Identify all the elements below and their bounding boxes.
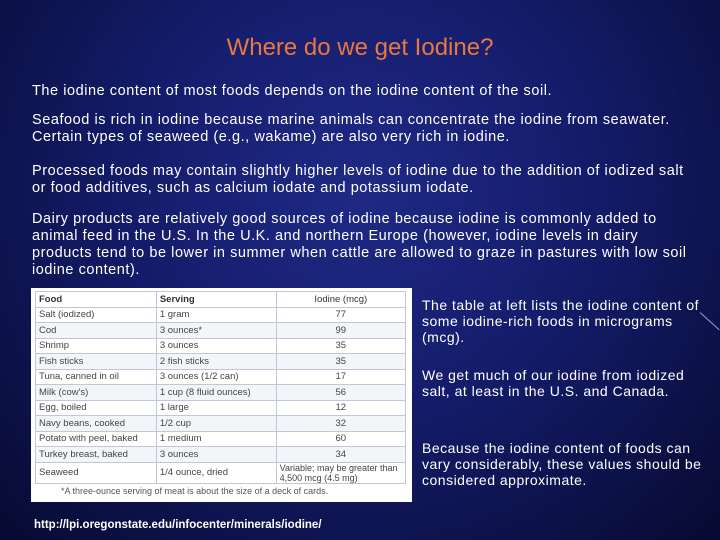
cell-serving: 1 cup (8 fluid ounces) <box>156 385 276 401</box>
paragraph-processed-foods: Processed foods may contain slightly higher levels of iodine due to the addition of iodized salt or food additives, such as calcium iodate and potassium iodate. <box>32 163 684 196</box>
cell-serving: 1/4 ounce, dried <box>156 462 276 483</box>
cell-iodine: Variable; may be greater than 4,500 mcg (4.5 mg) <box>276 462 405 483</box>
cell-iodine: 35 <box>276 354 405 370</box>
table-row <box>36 400 406 416</box>
side-note-table: The table at left lists the iodine content of some iodine-rich foods in micrograms (mcg). <box>422 297 699 345</box>
table-row <box>36 385 406 401</box>
paragraph-dairy: Dairy products are relatively good sources of iodine because iodine is commonly added to animal feed in the U.S. In the U.K. and northern Europe (however, iodine levels in dairy products tend to be lower in summer when cattle are allowed to graze in pastures with low soil iodine content). <box>32 211 687 278</box>
cell-iodine: 12 <box>276 400 405 416</box>
cell-serving: 3 ounces <box>156 338 276 354</box>
table-header-row <box>36 292 406 308</box>
paragraph-seafood: Seafood is rich in iodine because marine animals can concentrate the iodine from seawater. Certain types of seaweed (e.g., wakame) are also very rich in iodine. <box>32 112 670 145</box>
cell-serving: 3 ounces <box>156 447 276 463</box>
source-link[interactable]: http://lpi.oregonstate.edu/infocenter/minerals/iodine/ <box>34 519 322 531</box>
cell-serving: 1 large <box>156 400 276 416</box>
cell-food: Salt (iodized) <box>36 307 157 323</box>
cell-iodine: 32 <box>276 416 405 432</box>
table-row <box>36 323 406 339</box>
side-note-approximate: Because the iodine content of foods can vary considerably, these values should be considered approximate. <box>422 440 702 488</box>
header-serving: Serving <box>156 292 276 308</box>
cell-food: Tuna, canned in oil <box>36 369 157 385</box>
cell-food: Shrimp <box>36 338 157 354</box>
cell-iodine: 17 <box>276 369 405 385</box>
table-footnote: *A three-ounce serving of meat is about the size of a deck of cards. <box>61 486 329 496</box>
cell-food: Navy beans, cooked <box>36 416 157 432</box>
cell-serving: 3 ounces (1/2 can) <box>156 369 276 385</box>
cell-iodine: 35 <box>276 338 405 354</box>
iodine-table <box>35 291 406 484</box>
cell-iodine: 77 <box>276 307 405 323</box>
cell-serving: 1 medium <box>156 431 276 447</box>
table-row <box>36 338 406 354</box>
cell-food: Egg, boiled <box>36 400 157 416</box>
slide-title: Where do we get Iodine? <box>226 34 494 61</box>
cell-iodine: 99 <box>276 323 405 339</box>
side-note-iodized-salt: We get much of our iodine from iodized salt, at least in the U.S. and Canada. <box>422 367 685 399</box>
cell-iodine: 56 <box>276 385 405 401</box>
cell-iodine: 60 <box>276 431 405 447</box>
table-row <box>36 431 406 447</box>
iodine-table-image <box>31 288 412 502</box>
header-iodine: Iodine (mcg) <box>276 292 405 308</box>
cell-food: Turkey breast, baked <box>36 447 157 463</box>
cell-iodine: 34 <box>276 447 405 463</box>
header-food: Food <box>36 292 157 308</box>
table-row <box>36 416 406 432</box>
cell-serving: 1 gram <box>156 307 276 323</box>
table-row <box>36 354 406 370</box>
table-row <box>36 369 406 385</box>
table-row <box>36 462 406 483</box>
cell-serving: 3 ounces* <box>156 323 276 339</box>
cell-serving: 2 fish sticks <box>156 354 276 370</box>
cell-food: Milk (cow's) <box>36 385 157 401</box>
paragraph-soil: The iodine content of most foods depends on the iodine content of the soil. <box>32 83 553 99</box>
cell-food: Fish sticks <box>36 354 157 370</box>
table-row <box>36 307 406 323</box>
cell-serving: 1/2 cup <box>156 416 276 432</box>
table-row <box>36 447 406 463</box>
cell-food: Cod <box>36 323 157 339</box>
cell-food: Seaweed <box>36 462 157 483</box>
cell-food: Potato with peel, baked <box>36 431 157 447</box>
